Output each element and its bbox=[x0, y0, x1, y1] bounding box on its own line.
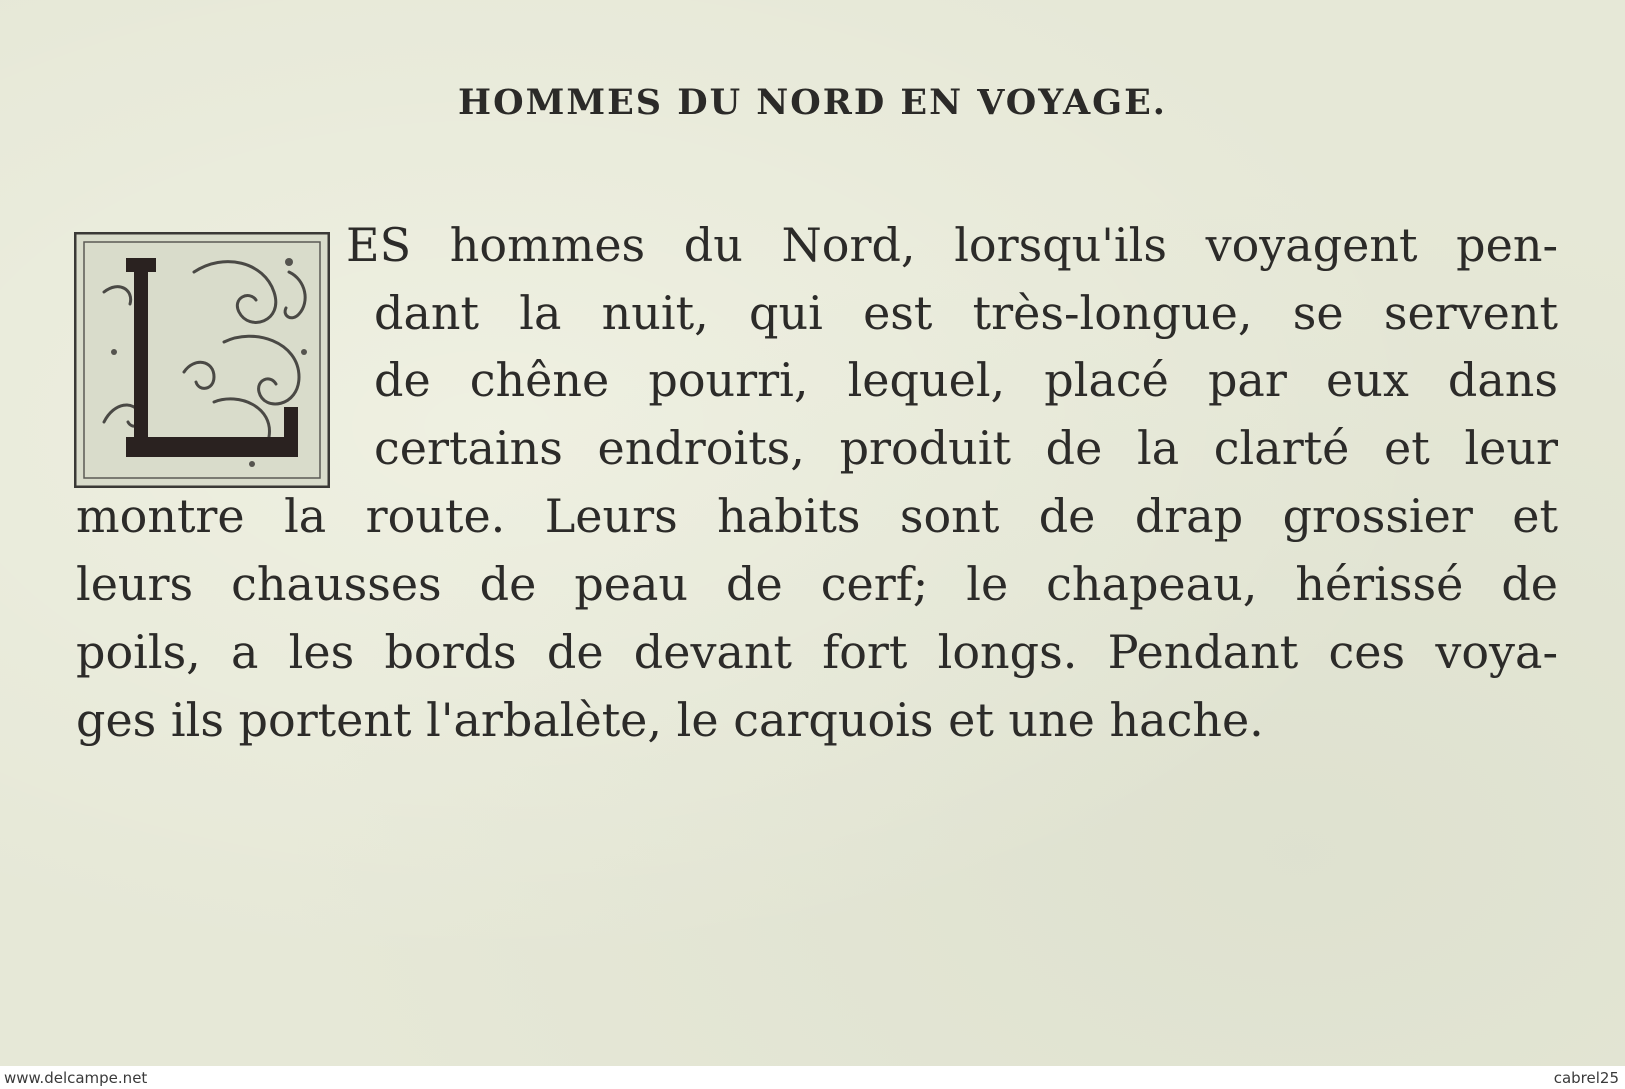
text-line-1: ES hommes du Nord, lorsqu'ils voyagent pen- bbox=[346, 218, 1558, 272]
ornamental-drop-cap-l-icon bbox=[74, 232, 330, 488]
page-title: HOMMES DU NORD EN VOYAGE. bbox=[458, 82, 1167, 123]
text-line-8: ges ils portent l'arbalète, le carquois et une hache. bbox=[76, 693, 1264, 747]
seller-name: cabrel25 bbox=[1553, 1069, 1619, 1087]
text-line-7: poils, a les bords de devant fort longs. Pendant ces voya- bbox=[76, 625, 1558, 679]
watermark-bar bbox=[0, 1066, 1625, 1089]
text-line-6: leurs chausses de peau de cerf; le chapeau, hérissé de bbox=[76, 557, 1558, 611]
text-line-2: dant la nuit, qui est très-longue, se servent bbox=[374, 286, 1558, 340]
text-line-5: montre la route. Leurs habits sont de drap grossier et bbox=[76, 489, 1558, 543]
text-line-4: certains endroits, produit de la clarté et leur bbox=[374, 421, 1558, 475]
text-line-3: de chêne pourri, lequel, placé par eux dans bbox=[374, 353, 1558, 407]
site-url[interactable]: www.delcampe.net bbox=[4, 1069, 148, 1087]
